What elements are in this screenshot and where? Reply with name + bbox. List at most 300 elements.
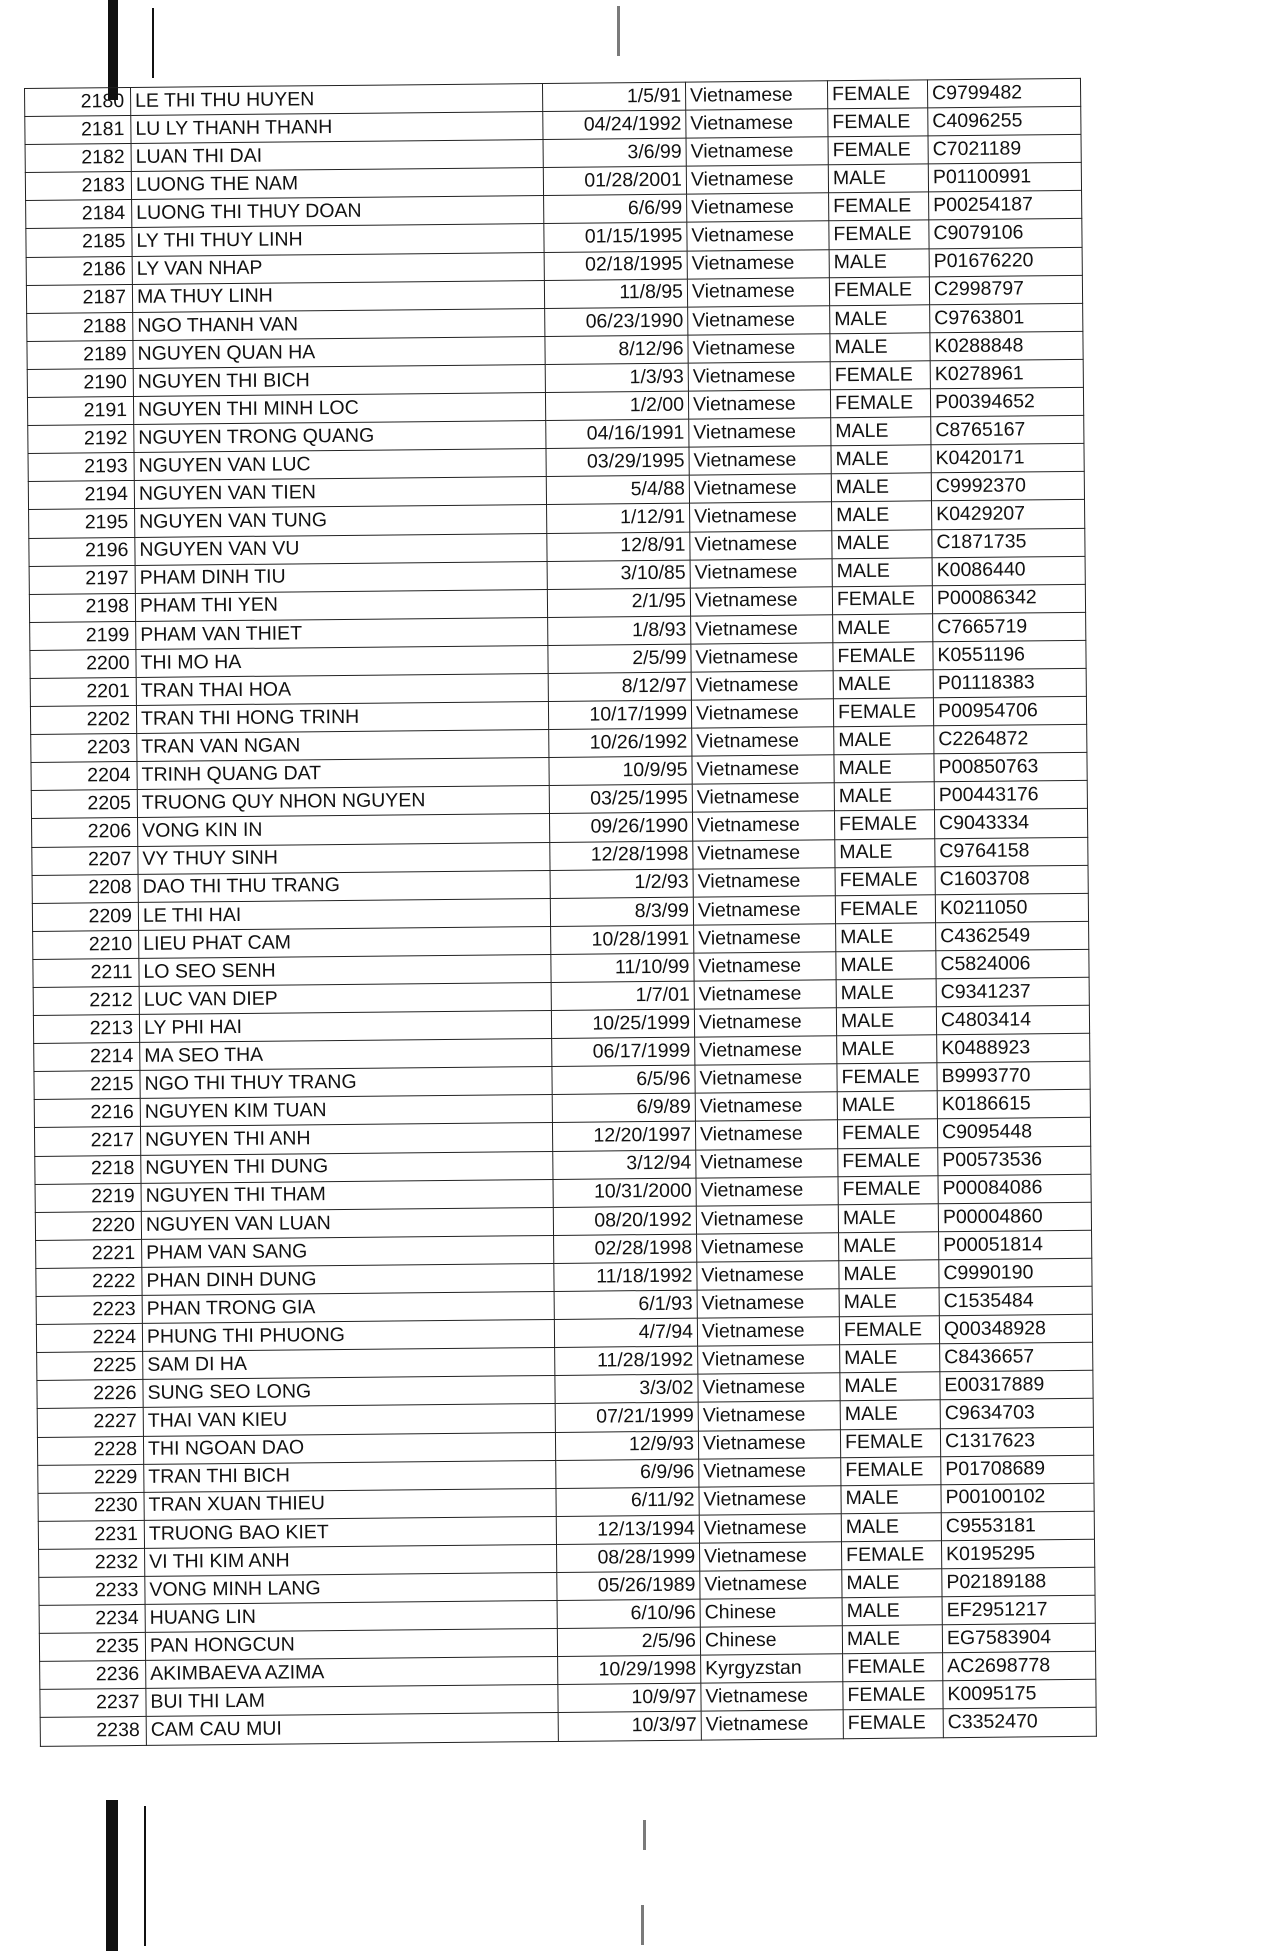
dob-cell: 09/26/1990 xyxy=(549,813,692,842)
dob-cell: 6/6/99 xyxy=(544,195,687,224)
row-id-cell: 2235 xyxy=(39,1633,145,1662)
nationality-cell: Vietnamese xyxy=(693,895,835,924)
sex-cell: MALE xyxy=(836,979,936,1008)
dob-cell: 1/3/93 xyxy=(545,363,688,392)
name-cell: NGUYEN VAN LUC xyxy=(134,449,546,481)
dob-cell: 8/3/99 xyxy=(550,897,693,926)
name-cell: TRAN THAI HOA xyxy=(136,673,548,705)
dob-cell: 06/23/1990 xyxy=(545,307,688,336)
row-id-cell: 2181 xyxy=(25,116,131,145)
row-id-cell: 2224 xyxy=(36,1324,142,1353)
dob-cell: 10/26/1992 xyxy=(549,728,692,757)
row-id-cell: 2211 xyxy=(33,958,139,987)
passport-cell: K0488923 xyxy=(937,1034,1090,1064)
nationality-cell: Vietnamese xyxy=(696,1176,838,1205)
row-id-cell: 2225 xyxy=(37,1352,143,1381)
name-cell: VY THUY SINH xyxy=(138,842,550,874)
row-id-cell: 2215 xyxy=(34,1071,140,1100)
sex-cell: MALE xyxy=(840,1344,940,1373)
nationality-cell: Vietnamese xyxy=(692,783,834,812)
nationality-cell: Vietnamese xyxy=(697,1233,839,1262)
sex-cell: FEMALE xyxy=(829,192,929,221)
nationality-cell: Vietnamese xyxy=(687,193,829,222)
passport-cell: C1603708 xyxy=(935,865,1088,895)
sex-cell: FEMALE xyxy=(838,1175,938,1204)
row-id-cell: 2222 xyxy=(36,1267,142,1296)
dob-cell: 10/9/95 xyxy=(549,756,692,785)
passport-cell: C9341237 xyxy=(936,977,1089,1007)
passport-cell: EG7583904 xyxy=(942,1623,1095,1653)
dob-cell: 6/5/96 xyxy=(552,1065,695,1094)
passport-cell: C9763801 xyxy=(930,303,1083,333)
nationality-cell: Vietnamese xyxy=(692,811,834,840)
passport-cell: C1871735 xyxy=(932,528,1085,558)
sex-cell: MALE xyxy=(831,445,931,474)
row-id-cell: 2238 xyxy=(40,1717,146,1746)
dob-cell: 11/28/1992 xyxy=(555,1346,698,1375)
sex-cell: MALE xyxy=(828,164,928,193)
nationality-cell: Vietnamese xyxy=(699,1514,841,1543)
name-cell: TRAN THI BICH xyxy=(144,1460,556,1492)
nationality-cell: Vietnamese xyxy=(686,137,828,166)
sex-cell: MALE xyxy=(836,1007,936,1036)
sex-cell: MALE xyxy=(832,529,932,558)
row-id-cell: 2202 xyxy=(30,706,136,735)
nationality-cell: Vietnamese xyxy=(698,1401,840,1430)
passport-cell: P01676220 xyxy=(929,247,1082,277)
row-id-cell: 2236 xyxy=(40,1661,146,1690)
name-cell: NGUYEN VAN TUNG xyxy=(135,505,547,537)
row-id-cell: 2229 xyxy=(38,1464,144,1493)
sex-cell: MALE xyxy=(834,754,934,783)
nationality-cell: Vietnamese xyxy=(690,558,832,587)
passport-cell: C8436657 xyxy=(940,1343,1093,1373)
name-cell: MA THUY LINH xyxy=(132,280,544,312)
row-id-cell: 2212 xyxy=(33,986,139,1015)
row-id-cell: 2189 xyxy=(27,340,133,369)
name-cell: LUAN THI DAI xyxy=(131,140,543,172)
name-cell: NGUYEN VAN VU xyxy=(135,533,547,565)
sex-cell: FEMALE xyxy=(837,1119,937,1148)
scan-speck-bottom xyxy=(643,1820,646,1850)
name-cell: AKIMBAEVA AZIMA xyxy=(146,1657,558,1689)
sex-cell: MALE xyxy=(842,1597,942,1626)
name-cell: DAO THI THU TRANG xyxy=(138,870,550,902)
sex-cell: FEMALE xyxy=(830,361,930,390)
row-id-cell: 2223 xyxy=(36,1295,142,1324)
sex-cell: MALE xyxy=(831,473,931,502)
dob-cell: 6/9/89 xyxy=(552,1093,695,1122)
name-cell: PAN HONGCUN xyxy=(145,1629,557,1661)
sex-cell: FEMALE xyxy=(834,810,934,839)
dob-cell: 1/5/91 xyxy=(542,82,685,111)
name-cell: LY VAN NHAP xyxy=(132,252,544,284)
name-cell: LY PHI HAI xyxy=(139,1011,551,1043)
row-id-cell: 2208 xyxy=(32,874,138,903)
name-cell: NGO THANH VAN xyxy=(133,308,545,340)
name-cell: SUNG SEO LONG xyxy=(143,1376,555,1408)
name-cell: PHUNG THI PHUONG xyxy=(142,1320,554,1352)
nationality-cell: Chinese xyxy=(700,1626,842,1655)
dob-cell: 4/7/94 xyxy=(554,1318,697,1347)
passport-cell: C9079106 xyxy=(929,219,1082,249)
sex-cell: FEMALE xyxy=(829,220,929,249)
sex-cell: MALE xyxy=(841,1484,941,1513)
dob-cell: 01/28/2001 xyxy=(543,166,686,195)
sex-cell: MALE xyxy=(836,923,936,952)
passport-cell: C9990190 xyxy=(939,1258,1092,1288)
row-id-cell: 2221 xyxy=(36,1239,142,1268)
passport-cell: C9799482 xyxy=(927,78,1080,108)
name-cell: NGUYEN VAN LUAN xyxy=(141,1207,553,1239)
sex-cell: MALE xyxy=(830,305,930,334)
dob-cell: 11/10/99 xyxy=(551,953,694,982)
row-id-cell: 2199 xyxy=(30,621,136,650)
row-id-cell: 2237 xyxy=(40,1689,146,1718)
dob-cell: 1/8/93 xyxy=(548,616,691,645)
row-id-cell: 2203 xyxy=(31,734,137,763)
dob-cell: 2/5/99 xyxy=(548,644,691,673)
passport-cell: K0288848 xyxy=(930,331,1083,361)
passport-cell: C9764158 xyxy=(935,837,1088,867)
passport-cell: K0429207 xyxy=(932,500,1085,530)
nationality-cell: Vietnamese xyxy=(699,1485,841,1514)
name-cell: VONG MINH LANG xyxy=(145,1572,557,1604)
sex-cell: FEMALE xyxy=(830,389,930,418)
name-cell: LE THI THU HUYEN xyxy=(130,84,542,116)
passport-cell: P00100102 xyxy=(941,1483,1094,1513)
passport-cell: C9043334 xyxy=(934,809,1087,839)
dob-cell: 1/12/91 xyxy=(547,504,690,533)
row-id-cell: 2183 xyxy=(25,172,131,201)
passport-cell: P00254187 xyxy=(929,191,1082,221)
row-id-cell: 2233 xyxy=(39,1576,145,1605)
sex-cell: FEMALE xyxy=(833,642,933,671)
passport-cell: K0095175 xyxy=(943,1680,1096,1710)
row-id-cell: 2187 xyxy=(26,284,132,313)
sex-cell: MALE xyxy=(835,838,935,867)
name-cell: NGUYEN THI THAM xyxy=(141,1179,553,1211)
row-id-cell: 2217 xyxy=(34,1127,140,1156)
row-id-cell: 2213 xyxy=(33,1015,139,1044)
nationality-cell: Vietnamese xyxy=(689,418,831,447)
nationality-cell: Vietnamese xyxy=(697,1317,839,1346)
row-id-cell: 2196 xyxy=(29,537,135,566)
name-cell: TRAN VAN NGAN xyxy=(137,730,549,762)
nationality-cell: Vietnamese xyxy=(690,586,832,615)
name-cell: LUONG THE NAM xyxy=(131,168,543,200)
name-cell: LUC VAN DIEP xyxy=(139,982,551,1014)
nationality-cell: Vietnamese xyxy=(699,1457,841,1486)
name-cell: VI THI KIM ANH xyxy=(145,1544,557,1576)
row-id-cell: 2200 xyxy=(30,649,136,678)
dob-cell: 6/1/93 xyxy=(554,1290,697,1319)
nationality-cell: Vietnamese xyxy=(687,221,829,250)
name-cell: CAM CAU MUI xyxy=(146,1713,558,1745)
dob-cell: 1/7/01 xyxy=(551,981,694,1010)
dob-cell: 6/11/92 xyxy=(556,1487,699,1516)
dob-cell: 10/31/2000 xyxy=(553,1178,696,1207)
row-id-cell: 2232 xyxy=(39,1548,145,1577)
passport-cell: Q00348928 xyxy=(939,1314,1092,1344)
dob-cell: 08/20/1992 xyxy=(553,1206,696,1235)
nationality-cell: Vietnamese xyxy=(689,446,831,475)
nationality-cell: Vietnamese xyxy=(690,502,832,531)
name-cell: THI NGOAN DAO xyxy=(143,1432,555,1464)
row-id-cell: 2201 xyxy=(30,677,136,706)
name-cell: NGUYEN QUAN HA xyxy=(133,336,545,368)
passport-cell: C8765167 xyxy=(931,415,1084,445)
passport-cell: P00850763 xyxy=(934,753,1087,783)
row-id-cell: 2228 xyxy=(37,1436,143,1465)
name-cell: TRUONG QUY NHON NGUYEN xyxy=(137,786,549,818)
sex-cell: MALE xyxy=(836,951,936,980)
name-cell: TRAN XUAN THIEU xyxy=(144,1488,556,1520)
name-cell: NGUYEN KIM TUAN xyxy=(140,1095,552,1127)
dob-cell: 12/13/1994 xyxy=(556,1515,699,1544)
sex-cell: MALE xyxy=(839,1288,939,1317)
row-id-cell: 2230 xyxy=(38,1492,144,1521)
sex-cell: MALE xyxy=(829,248,929,277)
sex-cell: FEMALE xyxy=(832,585,932,614)
nationality-cell: Vietnamese xyxy=(692,755,834,784)
name-cell: PHAM DINH TIU xyxy=(135,561,547,593)
nationality-cell: Vietnamese xyxy=(689,474,831,503)
nationality-cell: Vietnamese xyxy=(698,1373,840,1402)
nationality-cell: Vietnamese xyxy=(691,643,833,672)
dob-cell: 11/8/95 xyxy=(544,279,687,308)
name-cell: LE THI HAI xyxy=(138,898,550,930)
nationality-cell: Vietnamese xyxy=(691,671,833,700)
nationality-cell: Vietnamese xyxy=(697,1289,839,1318)
passport-cell: P01100991 xyxy=(928,163,1081,193)
dob-cell: 10/29/1998 xyxy=(558,1655,701,1684)
nationality-cell: Vietnamese xyxy=(695,1036,837,1065)
dob-cell: 3/12/94 xyxy=(553,1150,696,1179)
nationality-cell: Vietnamese xyxy=(695,1064,837,1093)
row-id-cell: 2216 xyxy=(34,1099,140,1128)
dob-cell: 1/2/93 xyxy=(550,869,693,898)
dob-cell: 10/25/1999 xyxy=(551,1009,694,1038)
name-cell: TRINH QUANG DAT xyxy=(137,758,549,790)
dob-cell: 10/9/97 xyxy=(558,1683,701,1712)
passport-cell: C9553181 xyxy=(941,1511,1094,1541)
name-cell: SAM DI HA xyxy=(143,1348,555,1380)
nationality-cell: Vietnamese xyxy=(690,530,832,559)
sex-cell: FEMALE xyxy=(828,136,928,165)
roster-table xyxy=(24,78,1097,1747)
name-cell: BUI THI LAM xyxy=(146,1685,558,1717)
name-cell: NGUYEN THI ANH xyxy=(140,1123,552,1155)
nationality-cell: Vietnamese xyxy=(701,1682,843,1711)
row-id-cell: 2234 xyxy=(39,1604,145,1633)
dob-cell: 12/20/1997 xyxy=(552,1122,695,1151)
passport-cell: P00394652 xyxy=(930,387,1083,417)
row-id-cell: 2184 xyxy=(26,200,132,229)
sex-cell: MALE xyxy=(839,1260,939,1289)
sex-cell: FEMALE xyxy=(841,1541,941,1570)
dob-cell: 06/17/1999 xyxy=(552,1037,695,1066)
name-cell: THAI VAN KIEU xyxy=(143,1404,555,1436)
nationality-cell: Vietnamese xyxy=(695,1120,837,1149)
name-cell: PHAM VAN THIET xyxy=(136,617,548,649)
sex-cell: FEMALE xyxy=(838,1147,938,1176)
passport-cell: C4096255 xyxy=(928,106,1081,136)
nationality-cell: Vietnamese xyxy=(695,1092,837,1121)
nationality-cell: Vietnamese xyxy=(694,980,836,1009)
sex-cell: MALE xyxy=(842,1569,942,1598)
passport-cell: C9095448 xyxy=(937,1118,1090,1148)
sex-cell: MALE xyxy=(840,1400,940,1429)
nationality-cell: Vietnamese xyxy=(686,165,828,194)
name-cell: THI MO HA xyxy=(136,645,548,677)
row-id-cell: 2195 xyxy=(29,509,135,538)
passport-cell: C1535484 xyxy=(939,1286,1092,1316)
nationality-cell: Vietnamese xyxy=(691,615,833,644)
row-id-cell: 2206 xyxy=(32,818,138,847)
scan-speck-top xyxy=(617,6,620,56)
dob-cell: 12/8/91 xyxy=(547,532,690,561)
sex-cell: MALE xyxy=(832,501,932,530)
dob-cell: 1/2/00 xyxy=(545,391,688,420)
nationality-cell: Vietnamese xyxy=(688,362,830,391)
dob-cell: 2/5/96 xyxy=(557,1627,700,1656)
name-cell: TRAN THI HONG TRINH xyxy=(136,702,548,734)
nationality-cell: Vietnamese xyxy=(697,1261,839,1290)
passport-cell: P02189188 xyxy=(942,1567,1095,1597)
nationality-cell: Vietnamese xyxy=(699,1542,841,1571)
name-cell: PHAN DINH DUNG xyxy=(142,1263,554,1295)
name-cell: NGUYEN THI MINH LOC xyxy=(133,393,545,425)
row-id-cell: 2190 xyxy=(27,368,133,397)
sex-cell: FEMALE xyxy=(843,1709,943,1738)
passport-cell: C3352470 xyxy=(943,1708,1096,1738)
passport-cell: K0186615 xyxy=(937,1090,1090,1120)
nationality-cell: Vietnamese xyxy=(685,81,827,110)
passport-cell: K0086440 xyxy=(932,556,1085,586)
dob-cell: 02/18/1995 xyxy=(544,251,687,280)
dob-cell: 05/26/1989 xyxy=(557,1571,700,1600)
sex-cell: FEMALE xyxy=(840,1428,940,1457)
row-id-cell: 2227 xyxy=(37,1408,143,1437)
name-cell: LO SEO SENH xyxy=(139,954,551,986)
row-id-cell: 2204 xyxy=(31,762,137,791)
row-id-cell: 2231 xyxy=(38,1520,144,1549)
dob-cell: 3/10/85 xyxy=(547,560,690,589)
sex-cell: FEMALE xyxy=(828,108,928,137)
name-cell: TRUONG BAO KIET xyxy=(144,1516,556,1548)
dob-cell: 07/21/1999 xyxy=(555,1402,698,1431)
nationality-cell: Vietnamese xyxy=(692,727,834,756)
name-cell: NGUYEN VAN TIEN xyxy=(134,477,546,509)
sex-cell: FEMALE xyxy=(835,895,935,924)
nationality-cell: Vietnamese xyxy=(698,1345,840,1374)
passport-cell: P00051814 xyxy=(939,1230,1092,1260)
row-id-cell: 2192 xyxy=(28,425,134,454)
sex-cell: FEMALE xyxy=(829,276,929,305)
row-id-cell: 2219 xyxy=(35,1183,141,1212)
sex-cell: FEMALE xyxy=(841,1456,941,1485)
passport-cell: K0278961 xyxy=(930,359,1083,389)
scan-binding-mark-top-thin xyxy=(152,8,154,78)
passport-cell: C4803414 xyxy=(936,1005,1089,1035)
name-cell: PHAM THI YEN xyxy=(135,589,547,621)
name-cell: NGO THI THUY TRANG xyxy=(140,1067,552,1099)
passport-cell: P00086342 xyxy=(932,584,1085,614)
row-id-cell: 2198 xyxy=(29,593,135,622)
sex-cell: MALE xyxy=(833,614,933,643)
passport-cell: C1317623 xyxy=(940,1427,1093,1457)
dob-cell: 8/12/96 xyxy=(545,335,688,364)
scan-binding-mark-bottom xyxy=(106,1800,118,1951)
row-id-cell: 2182 xyxy=(25,144,131,173)
row-id-cell: 2197 xyxy=(29,565,135,594)
dob-cell: 3/6/99 xyxy=(543,138,686,167)
row-id-cell: 2210 xyxy=(33,930,139,959)
row-id-cell: 2194 xyxy=(28,481,134,510)
passport-cell: K0195295 xyxy=(941,1539,1094,1569)
sex-cell: MALE xyxy=(834,726,934,755)
sex-cell: MALE xyxy=(837,1035,937,1064)
dob-cell: 12/28/1998 xyxy=(550,841,693,870)
dob-cell: 6/10/96 xyxy=(557,1599,700,1628)
sex-cell: MALE xyxy=(842,1625,942,1654)
passport-cell: C2264872 xyxy=(934,724,1087,754)
nationality-cell: Vietnamese xyxy=(694,924,836,953)
sex-cell: MALE xyxy=(831,417,931,446)
row-id-cell: 2207 xyxy=(32,846,138,875)
nationality-cell: Vietnamese xyxy=(688,306,830,335)
passport-cell: P00443176 xyxy=(934,781,1087,811)
sex-cell: MALE xyxy=(841,1513,941,1542)
name-cell: VONG KIN IN xyxy=(138,814,550,846)
sex-cell: MALE xyxy=(832,557,932,586)
sex-cell: MALE xyxy=(830,333,930,362)
passport-cell: C7021189 xyxy=(928,135,1081,165)
nationality-cell: Vietnamese xyxy=(700,1570,842,1599)
scan-speck-bottom-2 xyxy=(641,1905,644,1945)
row-id-cell: 2205 xyxy=(31,790,137,819)
dob-cell: 11/18/1992 xyxy=(554,1262,697,1291)
name-cell: PHAM VAN SANG xyxy=(142,1235,554,1267)
row-id-cell: 2220 xyxy=(35,1211,141,1240)
name-cell: LU LY THANH THANH xyxy=(131,112,543,144)
nationality-cell: Vietnamese xyxy=(694,952,836,981)
row-id-cell: 2188 xyxy=(27,312,133,341)
row-id-cell: 2185 xyxy=(26,228,132,257)
passport-cell: C7665719 xyxy=(933,612,1086,642)
row-id-cell: 2193 xyxy=(28,453,134,482)
passport-cell: P01708689 xyxy=(941,1455,1094,1485)
row-id-cell: 2191 xyxy=(27,396,133,425)
nationality-cell: Vietnamese xyxy=(701,1710,843,1739)
sex-cell: FEMALE xyxy=(833,698,933,727)
dob-cell: 02/28/1998 xyxy=(554,1234,697,1263)
nationality-cell: Vietnamese xyxy=(691,699,833,728)
dob-cell: 03/29/1995 xyxy=(546,447,689,476)
name-cell: LUONG THI THUY DOAN xyxy=(132,196,544,228)
sex-cell: MALE xyxy=(833,670,933,699)
dob-cell: 08/28/1999 xyxy=(557,1543,700,1572)
sex-cell: FEMALE xyxy=(835,866,935,895)
dob-cell: 01/15/1995 xyxy=(544,223,687,252)
sex-cell: MALE xyxy=(834,782,934,811)
name-cell: MA SEO THA xyxy=(140,1039,552,1071)
name-cell: LY THI THUY LINH xyxy=(132,224,544,256)
row-id-cell: 2214 xyxy=(34,1043,140,1072)
nationality-cell: Vietnamese xyxy=(687,249,829,278)
passport-cell: AC2698778 xyxy=(943,1652,1096,1682)
